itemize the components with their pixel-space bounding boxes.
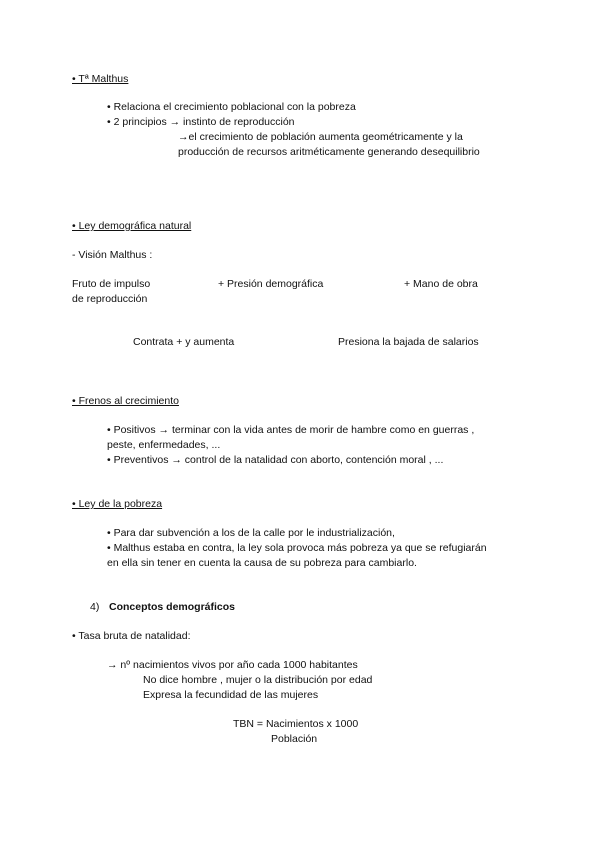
tbn-def-3: Expresa la fecundidad de las mujeres [143, 689, 319, 701]
frenos-positivos-line-1: • Positivos → terminar con la vida antes de morir de hambre como en guerras , [107, 424, 475, 436]
tbn-label: • Tasa bruta de natalidad: [72, 630, 191, 642]
formula-numerator: TBN = Nacimientos x 1000 [233, 718, 359, 730]
malthus-bullet-1: • Relaciona el crecimiento poblacional con la pobreza [107, 101, 356, 113]
col-mano-obra: + Mano de obra [404, 278, 478, 290]
tbn-def-1: → nº nacimientos vivos por año cada 1000 habitantes [107, 659, 358, 671]
effect-salarios: Presiona la bajada de salarios [338, 336, 479, 348]
effect-contrata: Contrata + y aumenta [133, 336, 235, 348]
section-number: 4) [90, 601, 100, 613]
pobreza-bullet-2-line-2: en ella sin tener en cuenta la causa de su pobreza para cambiarlo. [107, 557, 417, 569]
col-fruto-line-2: de reproducción [72, 293, 148, 305]
col-presion: + Presión demográfica [218, 278, 324, 290]
malthus-sub-line-1: →el crecimiento de población aumenta geométricamente y la [178, 131, 463, 143]
pobreza-bullet-2-line-1: • Malthus estaba en contra, la ley sola provoca más pobreza ya que se refugiarán [107, 542, 487, 554]
col-fruto-line-1: Fruto de impulso [72, 278, 151, 290]
tbn-def-2: No dice hombre , mujer o la distribución por edad [143, 674, 373, 686]
frenos-preventivos: • Preventivos → control de la natalidad con aborto, contención moral , ... [107, 454, 444, 466]
heading-frenos: • Frenos al crecimiento [72, 395, 179, 407]
heading-malthus: • Tª Malthus [72, 73, 129, 85]
formula-denominator: Población [271, 733, 318, 745]
malthus-bullet-2: • 2 principios → instinto de reproducción [107, 116, 295, 128]
heading-conceptos: Conceptos demográficos [109, 601, 236, 613]
heading-ley-demografica: • Ley demográfica natural [72, 220, 192, 232]
heading-ley-pobreza: • Ley de la pobreza [72, 498, 163, 510]
pobreza-bullet-1: • Para dar subvención a los de la calle por le industrialización, [107, 527, 395, 539]
malthus-sub-line-2: producción de recursos aritméticamente generando desequilibrio [178, 146, 480, 158]
frenos-positivos-line-2: peste, enfermedades, ... [107, 439, 221, 451]
vision-malthus: - Visión Malthus : [72, 249, 153, 261]
